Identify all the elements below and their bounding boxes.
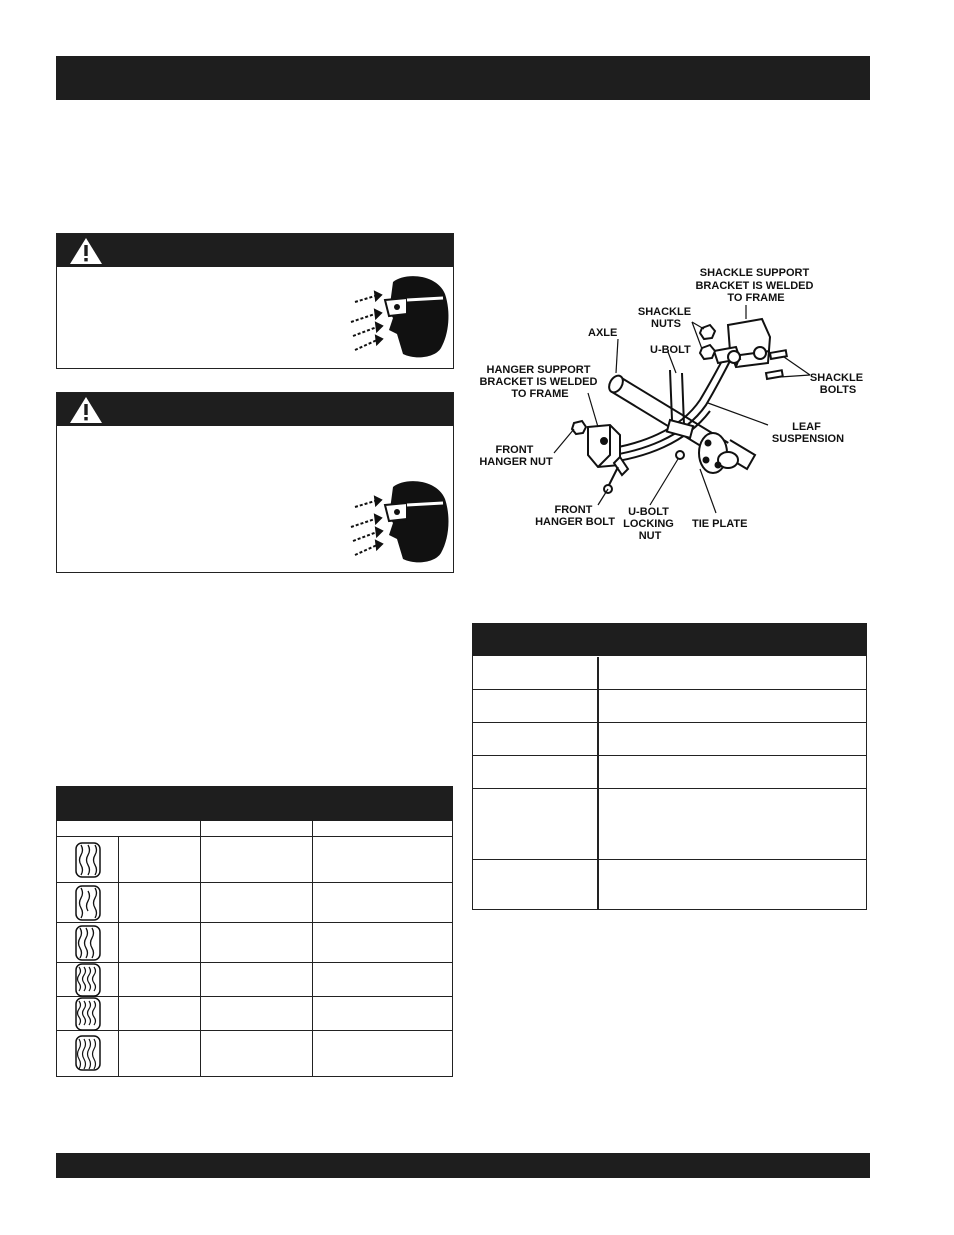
table-row: [473, 756, 866, 789]
warning-triangle-icon: [69, 237, 103, 265]
shackle-nuts: [700, 325, 715, 359]
safety-goggles-icon: [345, 272, 455, 362]
label-axle: AXLE: [588, 327, 618, 339]
tire-tread-icon: [75, 963, 101, 997]
tire-wear-table: [56, 786, 453, 1077]
tire-tread-icon: [75, 997, 101, 1031]
label-shackle-bolts: SHACKLE BOLTS: [809, 372, 864, 396]
table-row: [57, 997, 452, 1031]
torque-spec-table: [472, 623, 867, 910]
label-front-hanger-bolt: FRONT HANGER BOLT: [535, 504, 615, 528]
wheel-hub: [699, 433, 738, 473]
label-u-bolt-locking-nut: U-BOLT LOCKING NUT: [623, 506, 674, 542]
diagram-labels: [479, 267, 866, 542]
table-row: [57, 883, 452, 923]
table-row: [473, 789, 866, 860]
table-row: [473, 723, 866, 756]
footer-bar: [56, 1153, 870, 1178]
table-row: [57, 836, 452, 883]
tire-wear-table-subheader: [57, 821, 452, 837]
warning-triangle-icon: [69, 396, 103, 424]
leaf-suspension-diagram: [470, 255, 870, 555]
label-u-bolt: U-BOLT: [650, 344, 691, 356]
tire-wear-table-header: [56, 786, 453, 821]
label-hanger-support: HANGER SUPPORT BRACKET IS WELDED TO FRAME: [479, 364, 598, 400]
table-row: [57, 963, 452, 997]
warning-header-1: [57, 234, 453, 267]
tire-tread-icon: [75, 1035, 101, 1071]
label-leaf-suspension: LEAF SUSPENSION: [771, 421, 845, 445]
table-row: [57, 1031, 452, 1075]
label-shackle-nuts: SHACKLE NUTS: [637, 306, 692, 330]
tire-tread-icon: [75, 842, 101, 878]
label-front-hanger-nut: FRONT HANGER NUT: [479, 444, 553, 468]
torque-spec-table-header: [472, 623, 867, 656]
warning-box-2: [56, 392, 454, 573]
label-tie-plate: TIE PLATE: [692, 518, 748, 530]
table-row: [473, 690, 866, 723]
warning-box-1: [56, 233, 454, 369]
tire-tread-icon: [75, 885, 101, 921]
table-row: [57, 923, 452, 963]
header-bar: [56, 56, 870, 100]
table-row: [473, 860, 866, 909]
label-shackle-support: SHACKLE SUPPORT BRACKET IS WELDED TO FRAME: [695, 267, 814, 304]
warning-header-2: [57, 393, 453, 426]
safety-goggles-icon: [345, 477, 455, 567]
table-row: [473, 657, 866, 690]
tire-tread-icon: [75, 925, 101, 961]
